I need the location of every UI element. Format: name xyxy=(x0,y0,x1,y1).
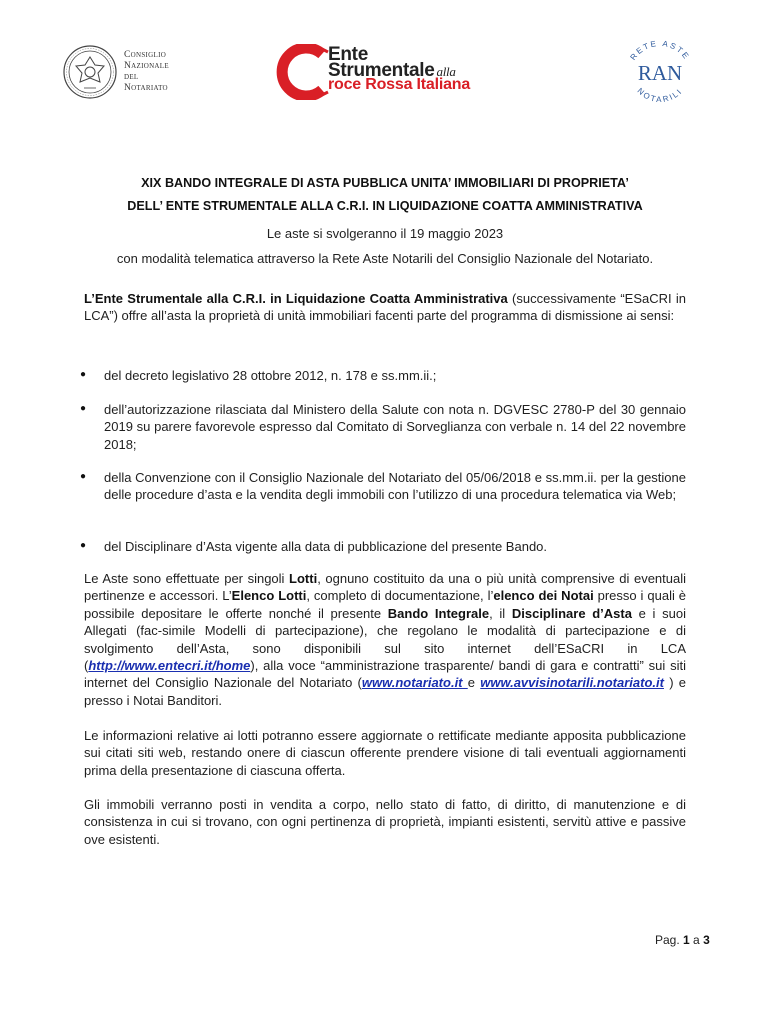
bullet-icon: ● xyxy=(80,471,87,482)
ran-center-text: RAN xyxy=(637,61,683,85)
text-run: , ognuno costituito da una o più unità comprensive di eventuali pertinenze e accessori. L’ xyxy=(84,571,687,604)
ran-bottom-arc: NOTARILI xyxy=(635,86,685,105)
auction-mode-line: con modalità telematica attraverso la Rete Aste Notarili del Consiglio Nazionale del Notariato. xyxy=(116,251,654,266)
page-prefix: Pag. xyxy=(655,933,684,947)
ente-logo-word: Strumentale xyxy=(328,60,435,81)
svg-text:NOTARILI xyxy=(635,86,684,104)
intro-rest: (successivamente “ESaCRI in LCA”) offre all’asta la proprietà di unità immobiliari facenti parte del programma di dismissione ai sensi: xyxy=(84,291,686,324)
ente-logo-line3: roce Rossa Italiana xyxy=(328,76,471,93)
notariato-link[interactable]: www.notariato.it xyxy=(361,675,468,691)
text-run: e i suoi Allegati (fac-simile Modelli di partecipazione), che regolano le modalità di partecipazione e di svolgimento dell’Asta, sono disponibili sul sito internet dell’ESaCRI in LCA ( xyxy=(84,605,686,674)
list-item: della Convenzione con il Consiglio Nazionale del Notariato del 05/06/2018 e ss.mm.ii. per la gestione delle procedure d’asta e la vendita degli immobili con l’utilizzo di una procedura telematica via Web; xyxy=(104,470,686,503)
lotti-paragraph xyxy=(84,570,686,709)
ente-logo xyxy=(276,44,496,100)
list-item: del Disciplinare d’Asta vigente alla data di pubblicazione del presente Bando. xyxy=(104,539,548,554)
document-title-line2: DELL’ ENTE STRUMENTALE ALLA C.R.I. IN LIQUIDAZIONE COATTA AMMINISTRATIVA xyxy=(127,199,643,213)
intro-bold: L’Ente Strumentale alla C.R.I. in Liquidazione Coatta Amministrativa xyxy=(84,291,508,306)
document-title-line1: XIX BANDO INTEGRALE DI ASTA PUBBLICA UNITA’ IMMOBILIARI DI PROPRIETA’ xyxy=(141,176,629,190)
ente-badge: L.C.A. xyxy=(291,68,312,74)
bullet-icon: ● xyxy=(80,540,87,551)
text-run: , completo di documentazione, l’ xyxy=(306,588,494,604)
ente-logo-alla: alla xyxy=(436,64,456,79)
bold-run: Elenco Lotti xyxy=(231,588,307,604)
entecri-link[interactable]: http://www.entecri.it/home xyxy=(88,658,251,674)
auction-date-line: Le aste si svolgeranno il 19 maggio 2023 xyxy=(266,226,504,241)
notary-seal-icon xyxy=(62,44,118,100)
list-item: del decreto legislativo 28 ottobre 2012, n. 178 e ss.mm.ii.; xyxy=(104,368,437,383)
cnn-logo-text xyxy=(124,50,169,94)
cnn-logo-line: Notariato xyxy=(124,83,168,93)
svg-text:RETE ASTE xyxy=(628,39,691,62)
ran-top-arc: RETE ASTE xyxy=(628,38,692,62)
text-run: , il xyxy=(489,605,512,621)
page-total: 3 xyxy=(703,933,710,947)
bold-run: Bando Integrale xyxy=(387,605,490,621)
cnn-logo-line: Nazionale xyxy=(124,61,169,71)
bold-run: elenco dei Notai xyxy=(493,588,594,604)
page-number xyxy=(655,933,710,947)
text-run: ) e presso i Notai Banditori. xyxy=(84,675,687,708)
cnn-logo-line: del xyxy=(124,72,139,82)
text-run: ), alla voce “amministrazione trasparente/ bandi di gara e contratti” sui siti internet del Consiglio Nazionale del Notariato ( xyxy=(84,658,686,691)
cnn-logo-line: Consiglio xyxy=(124,50,167,60)
text-run: Le Aste sono effettuate per singoli xyxy=(84,571,290,586)
ran-logo-icon xyxy=(620,38,700,108)
text-run: e xyxy=(467,675,481,691)
intro-paragraph xyxy=(84,290,686,325)
cnn-logo xyxy=(62,44,192,104)
info-paragraph: Le informazioni relative ai lotti potranno essere aggiornate o rettificate mediante apposita pubblicazione sui citati siti web, restando onere di ciascun offerente prendere visione di tali eventuali aggiornamenti prima della presentazione di ciascuna offerta. xyxy=(84,728,686,778)
bold-run: Lotti xyxy=(289,571,318,586)
list-item: dell’autorizzazione rilasciata dal Ministero della Salute con nota n. DGVESC 2780-P del 30 gennaio 2019 su parere favorevole espresso dal Comitato di Sorveglianza con verbale n. 14 del 22 novembre 2018; xyxy=(104,402,686,452)
text-run: presso i quali è possibile depositare le offerte nonché il presente xyxy=(84,588,687,621)
ente-logo-line1: Ente xyxy=(328,44,368,65)
bullet-icon: ● xyxy=(80,369,87,380)
bold-run: Disciplinare d’Asta xyxy=(511,605,632,621)
page-sep: a xyxy=(689,933,704,947)
bullet-icon: ● xyxy=(80,403,87,414)
page-current: 1 xyxy=(683,933,690,947)
avvisinotarili-link[interactable]: www.avvisinotarili.notariato.it xyxy=(480,675,664,691)
immobili-paragraph: Gli immobili verranno posti in vendita a corpo, nello stato di fatto, di diritto, di manutenzione e di consistenza in cui si trovano, con ogni pertinenza di proprietà, impianti esistenti, servitù attive e passive ove esistenti. xyxy=(84,797,686,847)
